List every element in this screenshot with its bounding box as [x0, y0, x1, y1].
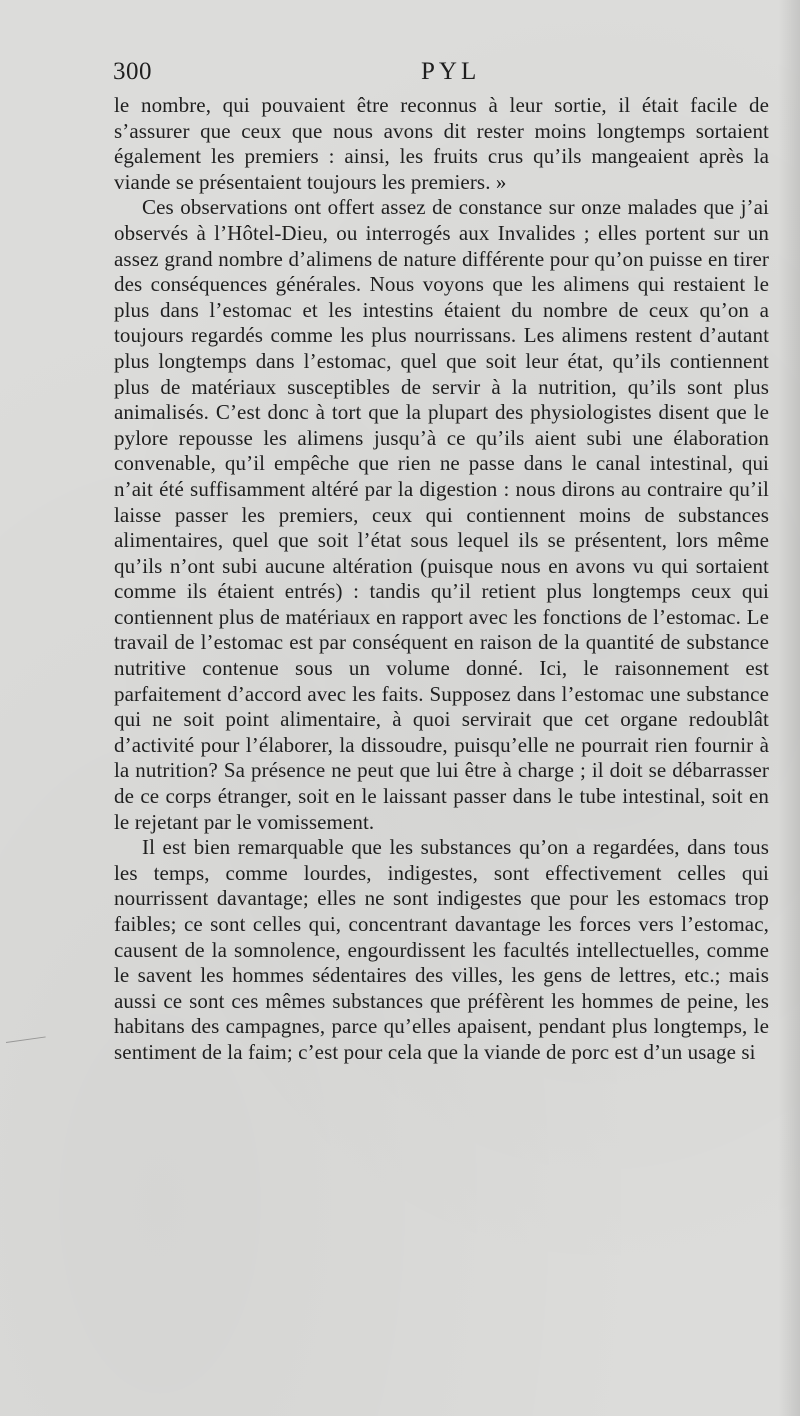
- body-text: [114, 93, 769, 1066]
- paragraph-continued: le nombre, qui pouvaient être reconnus à leur sortie, il était facile de s’assurer que ceux que nous avons dit rester moins longtemps sortaient également les premiers : ainsi, les fruits crus qu’ils mangeaient après la viande se présentaient toujours les premiers. »: [114, 93, 769, 194]
- paragraph-remarkable: Il est bien remarquable que les substances qu’on a regardées, dans tous les temps, comme lourdes, indigestes, sont effectivement celles qui nourrissent davantage; elles ne sont indigestes que pour les estomacs trop faibles; ce sont celles qui, concentrant davantage les forces vers l’estomac, causent de la somnolence, engourdissent les facultés intellectuelles, comme le savent les hommes sédentaires des villes, les gens de lettres, etc.; mais aussi ce sont ces mêmes substances que préfèrent les hommes de peine, les habitans des campagnes, parce qu’elles apaisent, pendant plus longtemps, le sentiment de la faim; c’est pour cela que la viande de porc est d’un usage si: [114, 835, 769, 1064]
- page-header: [113, 58, 769, 94]
- paragraph-observations: Ces observations ont offert assez de constance sur onze malades que j’ai observés à l’Hôtel-Dieu, ou interrogés aux Invalides ; elles portent sur un assez grand nombre d’alimens de nature différente pour qu’on puisse en tirer des conséquences générales. Nous voyons que les alimens qui restaient le plus dans l’estomac et les intestins étaient du nombre de ceux qu’on a toujours regardés comme les plus nourrissans. Les alimens restent d’autant plus longtemps dans l’estomac, quel que soit leur état, qu’ils contiennent plus de matériaux susceptibles de servir à la nutrition, qu’ils sont plus animalisés. C’est donc à tort que la plupart des physiologistes disent que le pylore repousse les alimens jusqu’à ce qu’ils aient subi une élaboration convenable, qu’il empêche que rien ne passe dans le canal intestinal, qui n’ait été suffisamment altéré par la digestion : nous dirons au contraire qu’il laisse passer les premiers, ceux qui contiennent moins de substances alimentaires, quel que soit l’état sous lequel ils se présentent, lors même qu’ils n’ont subi aucune altération (puisque nous en avons vu qui sortaient comme ils étaient entrés) : tandis qu’il retient plus longtemps ceux qui contiennent plus de matériaux en rapport avec les fonctions de l’estomac. Le travail de l’estomac est par conséquent en raison de la quantité de substance nutritive contenue sous un volume donné. Ici, le raisonnement est parfaitement d’accord avec les faits. Supposez dans l’estomac une substance qui ne soit point alimentaire, à quoi servirait que cet organe redoublât d’activité pour l’élaborer, la dissoudre, puisqu’elle ne pourrait rien fournir à la nutrition? Sa présence ne peut que lui être à charge ; il doit se débarrasser de ce corps étranger, soit en le laissant passer dans le tube intestinal, soit en le rejetant par le vomissement.: [114, 195, 769, 834]
- page-number: 300: [113, 58, 152, 85]
- margin-pen-mark: [6, 1036, 46, 1043]
- running-head: PYL: [421, 58, 481, 85]
- binding-shadow: [778, 0, 800, 1416]
